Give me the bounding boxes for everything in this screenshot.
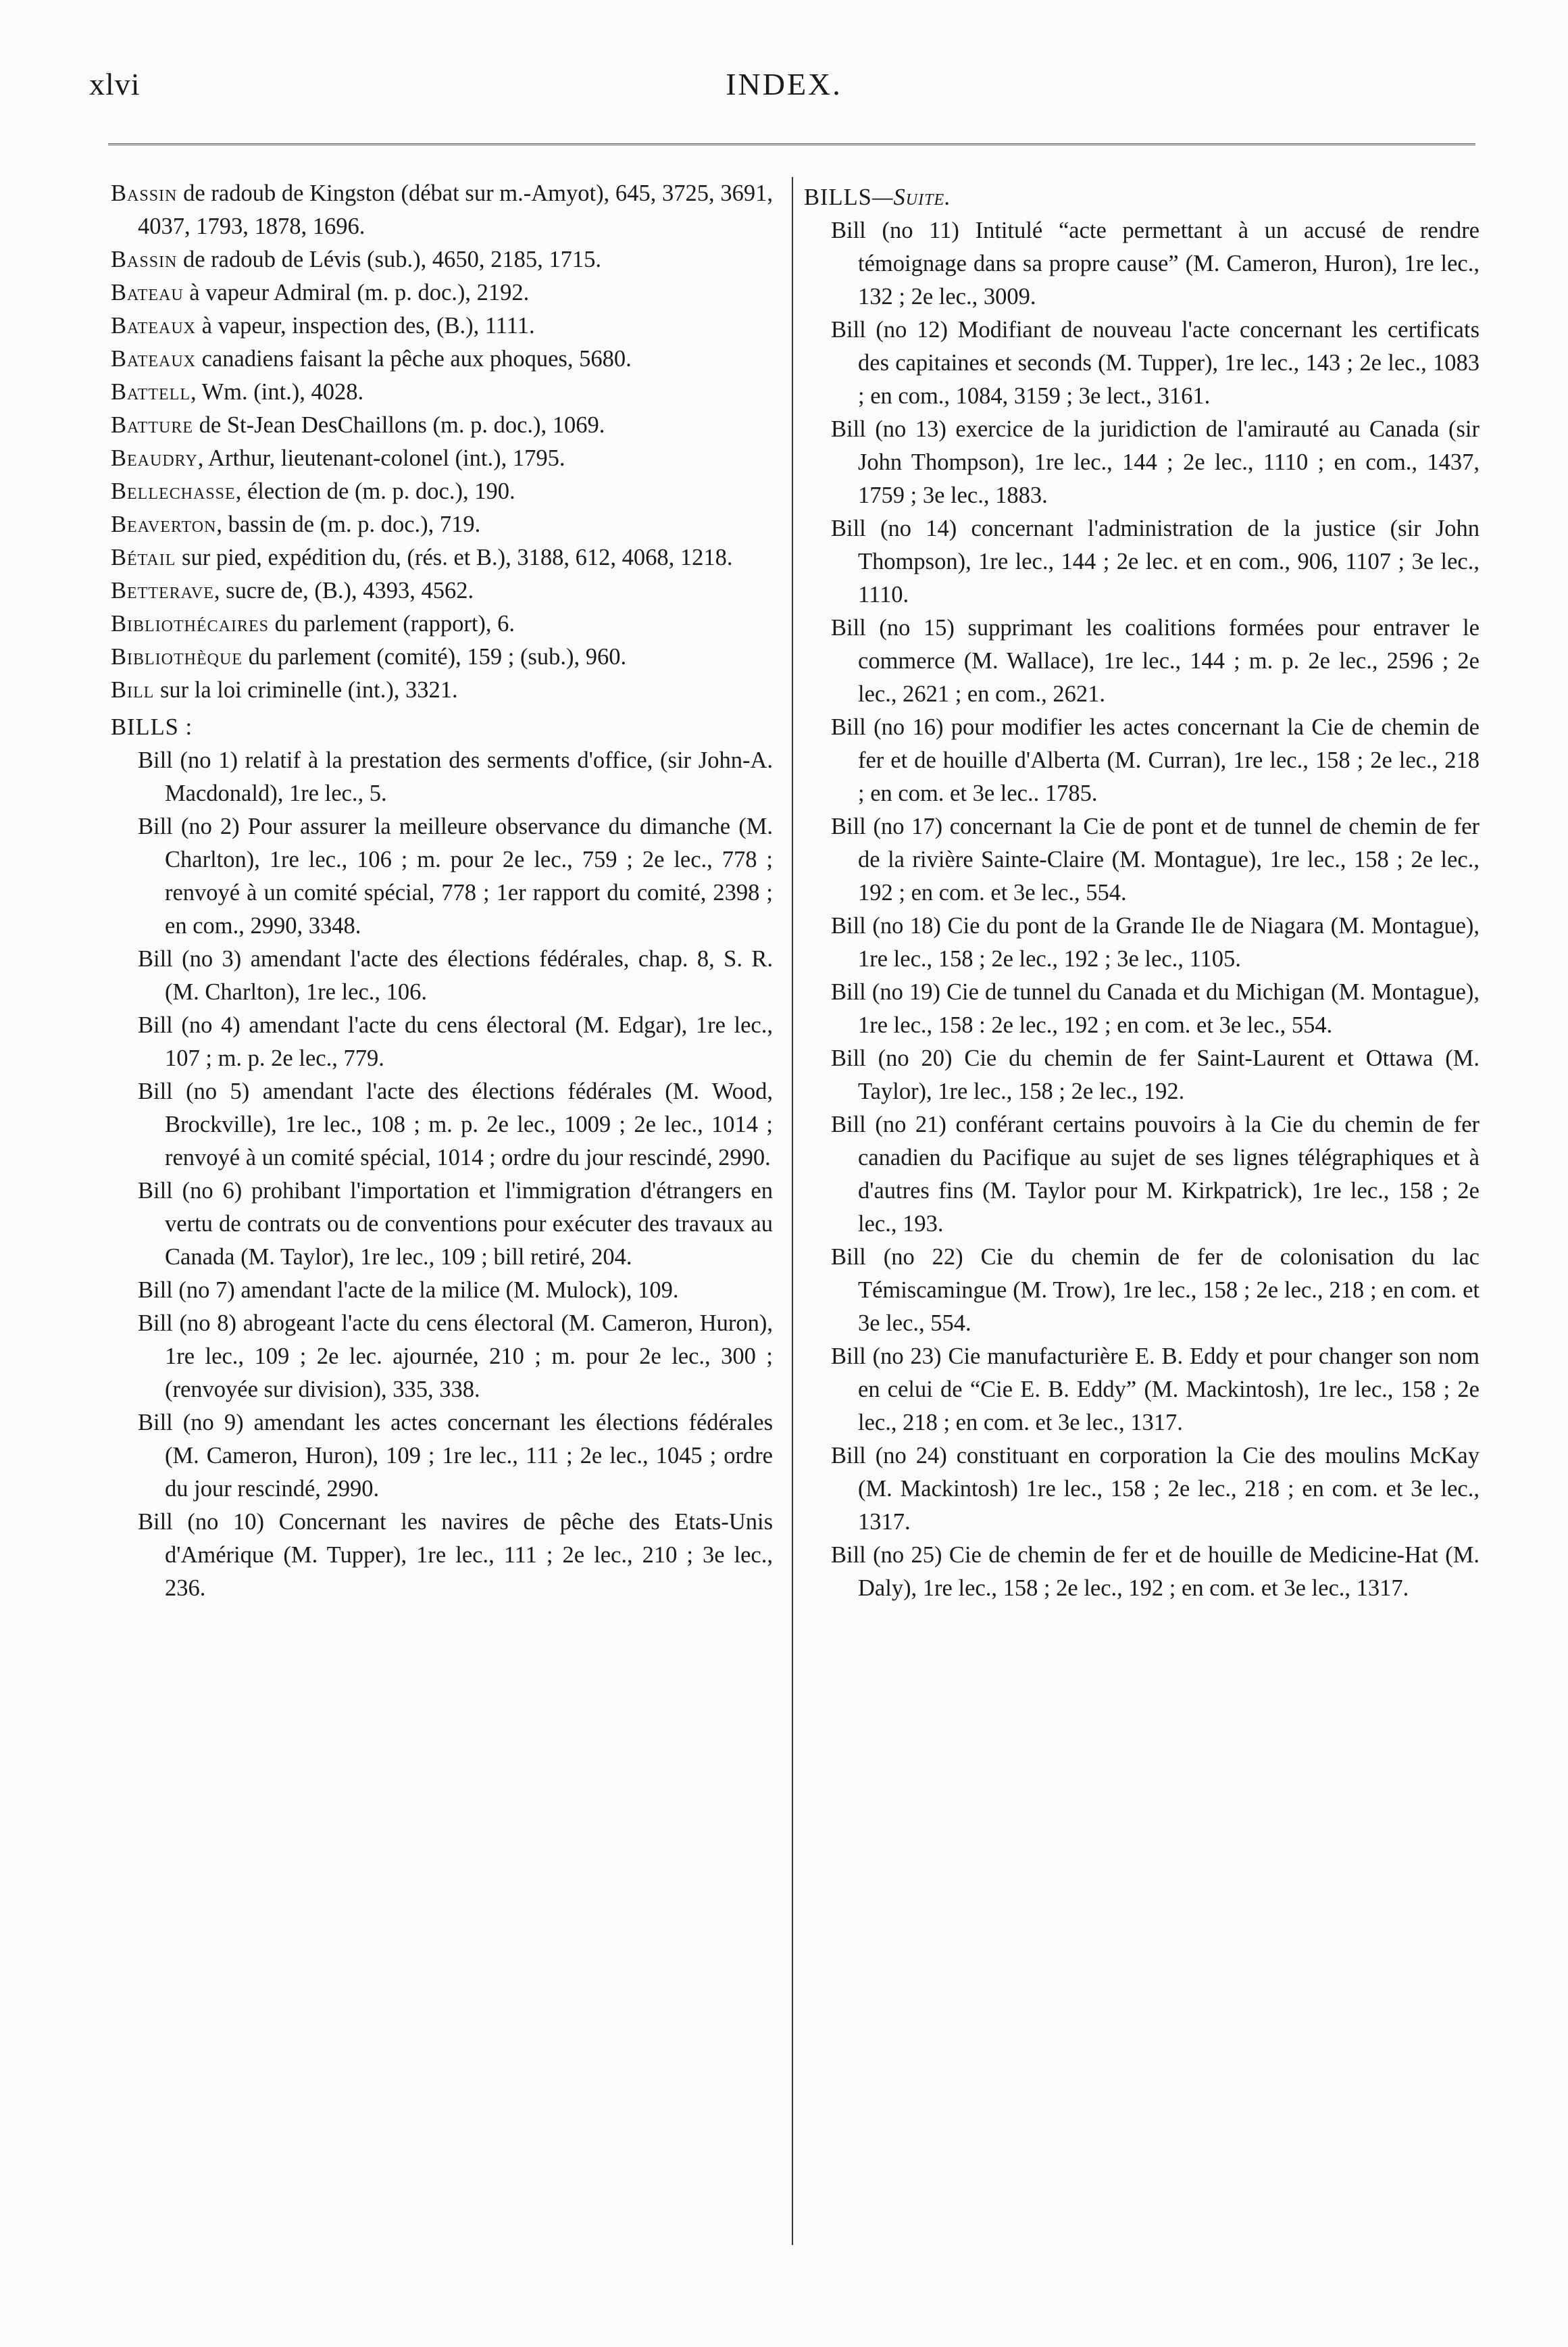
header-rule (108, 143, 1475, 145)
bill-entry: Bill (no 9) amendant les actes concernant les élections fédérales (M. Cameron, Huron), 109 ; 1re lec., 111 ; 2e lec., 1045 ; ordre du jour rescindé, 2990. (138, 1410, 773, 1502)
bill-entry: Bill (no 15) supprimant les coalitions formées pour entraver le commerce (M. Wallace), 1re lec., 144 ; m. p. 2e lec., 2596 ; 2e lec., 2621 ; en com., 2621. (831, 615, 1480, 707)
bill-entry: Bill (no 2) Pour assurer la meilleure observance du dimanche (M. Charlton), 1re lec., 106 ; m. pour 2e lec., 759 ; 2e lec., 778 ; renvoyé à un comité spécial, 778 ; 1er rapport du comité, 2398 ; en com., 2990, 3348. (138, 814, 773, 939)
index-entry (111, 508, 773, 541)
bill-entry: Bill (no 23) Cie manufacturière E. B. Eddy et pour changer son nom en celui de “Cie E. B. Eddy” (M. Mackintosh), 1re lec., 158 ; 2e lec., 218 ; en com. et 3e lec., 1317. (831, 1343, 1480, 1435)
index-entry (111, 674, 773, 707)
left-column (111, 177, 773, 1605)
entry-heading: Beaverton (111, 512, 217, 537)
bill-entry: Bill (no 18) Cie du pont de la Grande Ile de Niagara (M. Montague), 1re lec., 158 ; 2e lec., 192 ; 3e lec., 1105. (831, 913, 1480, 972)
bill-entry: Bill (no 19) Cie de tunnel du Canada et du Michigan (M. Montague), 1re lec., 158 : 2e lec., 192 ; en com. et 3e lec., 554. (831, 979, 1480, 1038)
entry-text: de radoub de Kingston (débat sur m.-Amyot), 645, 3725, 3691, 4037, 1793, 1878, 1696. (138, 180, 773, 239)
bill-entry: Bill (no 24) constituant en corporation la Cie des moulins McKay (M. Mackintosh) 1re lec., 158 ; 2e lec., 218 ; en com. et 3e lec., 1317. (831, 1443, 1480, 1535)
entry-heading: Bill (111, 677, 155, 703)
entry-heading: Bassin (111, 247, 178, 272)
entry-text: sur pied, expédition du, (rés. et B.), 3188, 612, 4068, 1218. (176, 545, 733, 570)
bill-entry: Bill (no 11) Intitulé “acte permettant à un accusé de rendre témoignage dans sa propre cause” (M. Cameron, Huron), 1re lec., 132 ; 2e lec., 3009. (831, 218, 1480, 310)
index-entry (111, 243, 773, 276)
bill-entry: Bill (no 10) Concernant les navires de pêche des Etats-Unis d'Amérique (M. Tupper), 1re lec., 111 ; 2e lec., 210 ; 3e lec., 236. (138, 1509, 773, 1601)
entry-heading: Beaudry (111, 445, 198, 471)
bills-heading-label: BILLS (804, 184, 872, 210)
index-entry (111, 343, 773, 376)
entry-heading: Batture (111, 412, 194, 438)
entry-text: sur la loi criminelle (int.), 3321. (154, 677, 458, 703)
bills-continued-heading (804, 181, 1480, 214)
bill-entry: Bill (no 16) pour modifier les actes concernant la Cie de chemin de fer et de houille d'Alberta (M. Curran), 1re lec., 158 ; 2e lec., 218 ; en com. et 3e lec.. 1785. (831, 714, 1480, 806)
index-entry (111, 310, 773, 343)
entry-heading: Battell (111, 379, 191, 405)
bill-entry: Bill (no 7) amendant l'acte de la milice (M. Mulock), 109. (138, 1277, 679, 1303)
bills-list (111, 744, 773, 1605)
bill-entry: Bill (no 17) concernant la Cie de pont et de tunnel de chemin de fer de la rivière Sainte-Claire (M. Montague), 1re lec., 158 ; 2e lec., 192 ; en com. et 3e lec., 554. (831, 814, 1480, 906)
bill-entry: Bill (no 25) Cie de chemin de fer et de houille de Medicine-Hat (M. Daly), 1re lec., 158 ; 2e lec., 192 ; en com. et 3e lec., 1317. (831, 1542, 1480, 1601)
index-entry (111, 177, 773, 243)
entry-heading: Bateaux (111, 313, 196, 339)
bill-entry: Bill (no 13) exercice de la juridiction de l'amirauté au Canada (sir John Thompson), 1re lec., 144 ; 2e lec., 1110 ; en com., 1437, 1759 ; 3e lec., 1883. (831, 416, 1480, 508)
entry-text: de radoub de Lévis (sub.), 4650, 2185, 1715. (177, 247, 601, 272)
bill-entry: Bill (no 20) Cie du chemin de fer Saint-Laurent et Ottawa (M. Taylor), 1re lec., 158 ; 2e lec., 192. (831, 1045, 1480, 1104)
bill-entry: Bill (no 6) prohibant l'importation et l'immigration d'étrangers en vertu de contrats ou de conventions pour exécuter des travaux au Canada (M. Taylor), 1re lec., 109 ; bill retiré, 204. (138, 1178, 773, 1270)
entry-text: , bassin de (m. p. doc.), 719. (216, 512, 481, 537)
bill-entry: Bill (no 4) amendant l'acte du cens électoral (M. Edgar), 1re lec., 107 ; m. p. 2e lec., 779. (138, 1012, 773, 1071)
index-entry (111, 574, 773, 608)
entry-text: , Wm. (int.), 4028. (190, 379, 364, 405)
right-column (804, 177, 1480, 1605)
entry-heading: Bibliothèque (111, 644, 243, 670)
entry-text: , Arthur, lieutenant-colonel (int.), 1795. (197, 445, 565, 471)
bill-entry: Bill (no 12) Modifiant de nouveau l'acte concernant les certificats des capitaines et seconds (M. Tupper), 1re lec., 143 ; 2e lec., 1083 ; en com., 1084, 3159 ; 3e lect., 3161. (831, 317, 1480, 409)
index-entry (111, 475, 773, 508)
bill-entry: Bill (no 8) abrogeant l'acte du cens électoral (M. Cameron, Huron), 1re lec., 109 ; 2e lec. ajournée, 210 ; m. pour 2e lec., 300 ; (renvoyée sur division), 335, 338. (138, 1310, 773, 1402)
bill-entry: Bill (no 1) relatif à la prestation des serments d'office, (sir John-A. Macdonald), 1re lec., 5. (138, 747, 773, 806)
entry-heading: Bateaux (111, 346, 196, 372)
entry-text: , élection de (m. p. doc.), 190. (235, 478, 515, 504)
entry-heading: Bateau (111, 280, 184, 305)
entry-text: à vapeur Admiral (m. p. doc.), 2192. (183, 280, 530, 305)
entry-text: à vapeur, inspection des, (B.), 1111. (196, 313, 535, 339)
page-title: INDEX. (726, 67, 842, 101)
index-entry (111, 276, 773, 310)
bill-entry: Bill (no 22) Cie du chemin de fer de colonisation du lac Témiscamingue (M. Trow), 1re lec., 158 ; 2e lec., 218 ; en com. et 3e lec., 554. (831, 1244, 1480, 1336)
entry-heading: Bassin (111, 180, 178, 206)
column-divider (792, 177, 793, 2245)
entry-text: du parlement (rapport), 6. (269, 611, 515, 637)
suite-label: —Suite. (871, 184, 951, 210)
entry-heading: Bibliothécaires (111, 611, 269, 637)
bills-heading: BILLS : (111, 714, 193, 740)
index-entry (111, 376, 773, 409)
bill-entry: Bill (no 3) amendant l'acte des élections fédérales, chap. 8, S. R. (M. Charlton), 1re lec., 106. (138, 946, 773, 1005)
entry-text: de St-Jean DesChaillons (m. p. doc.), 1069. (193, 412, 605, 438)
entry-heading: Bellechasse (111, 478, 236, 504)
bill-entry: Bill (no 5) amendant l'acte des élections fédérales (M. Wood, Brockville), 1re lec., 108 ; m. p. 2e lec., 1009 ; 2e lec., 1014 ; renvoyé à un comité spécial, 1014 ; ordre du jour rescindé, 2990. (138, 1079, 773, 1170)
page-number: xlvi (89, 67, 141, 101)
index-entry (111, 541, 773, 574)
entry-text: , sucre de, (B.), 4393, 4562. (213, 578, 474, 603)
entry-text: du parlement (comité), 159 ; (sub.), 960. (242, 644, 627, 670)
bill-entry: Bill (no 21) conférant certains pouvoirs à la Cie du chemin de fer canadien du Pacifique au sujet de ses lignes télégraphiques et à d'autres fins (M. Taylor pour M. Kirkpatrick), 1re lec., 158 ; 2e lec., 193. (831, 1112, 1480, 1237)
entry-text: canadiens faisant la pêche aux phoques, 5680. (196, 346, 632, 372)
index-entry (111, 641, 773, 674)
bill-entry: Bill (no 14) concernant l'administration de la justice (sir John Thompson), 1re lec., 144 ; 2e lec. et en com., 906, 1107 ; 3e lec., 1110. (831, 516, 1480, 608)
index-entry (111, 442, 773, 475)
entry-heading: Betterave (111, 578, 214, 603)
index-entry (111, 608, 773, 641)
index-entries (111, 177, 773, 707)
bills-list-continued (804, 214, 1480, 1605)
index-entry (111, 409, 773, 442)
entry-heading: Bétail (111, 545, 176, 570)
